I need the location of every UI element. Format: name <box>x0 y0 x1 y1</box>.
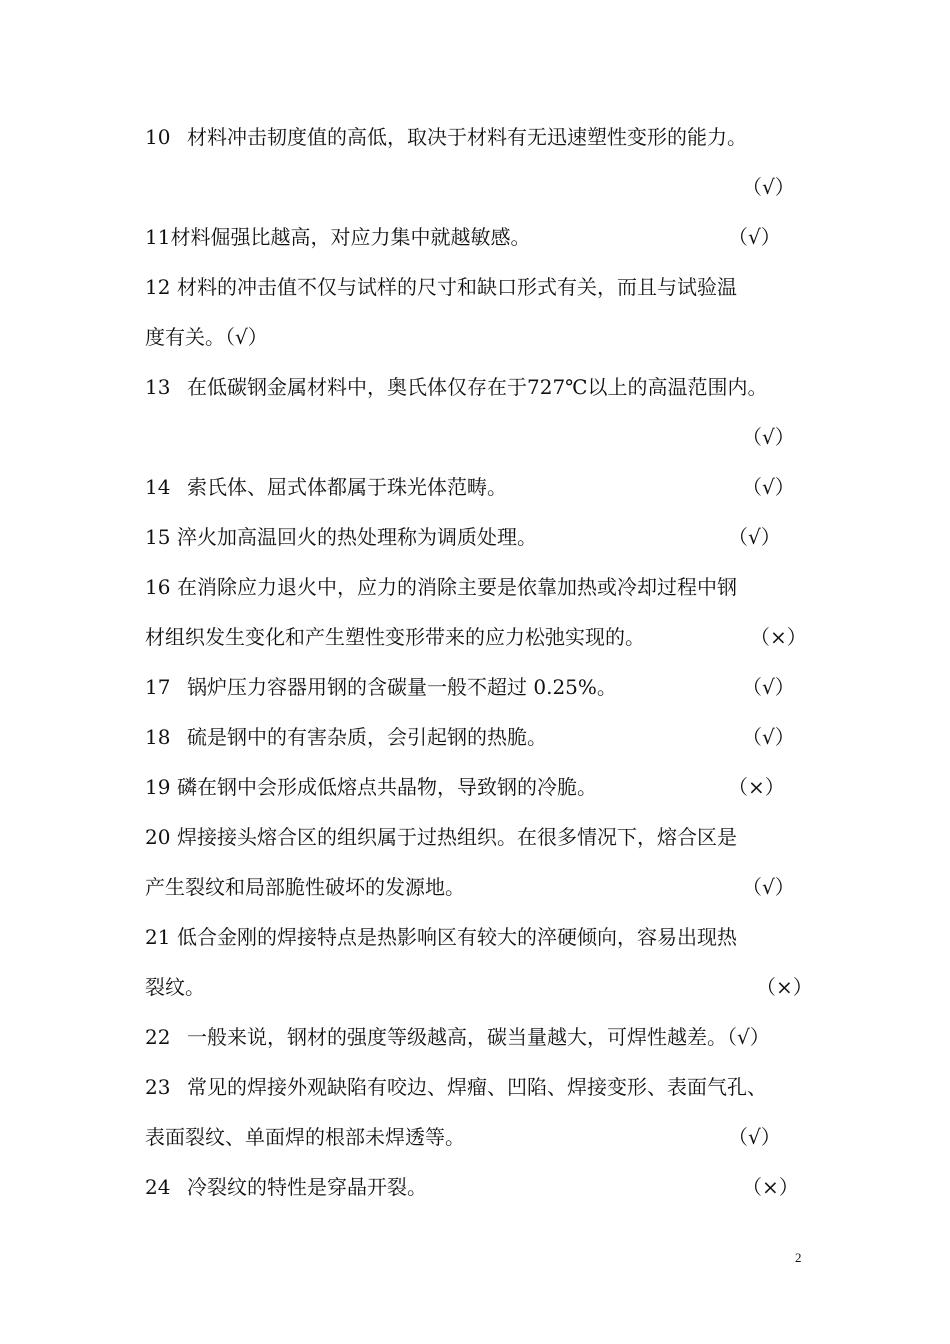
question-number: 12 <box>145 275 171 299</box>
question-line-continued <box>145 974 810 1000</box>
question-line-continued <box>145 624 810 650</box>
question-text: 在消除应力退火中，应力的消除主要是依靠加热或冷却过程中钢 <box>177 575 737 599</box>
question-text: 索氏体、屈式体都属于珠光体范畴。 <box>187 475 507 499</box>
question-text: 冷裂纹的特性是穿晶开裂。 <box>187 1175 427 1199</box>
question-text: 材料冲击韧度值的高低，取决于材料有无迅速塑性变形的能力。 <box>187 125 747 149</box>
question-line <box>145 124 810 150</box>
question-text: 锅炉压力容器用钢的含碳量一般不超过 0.25%。 <box>187 675 617 699</box>
question-text: 焊接接头熔合区的组织属于过热组织。在很多情况下，熔合区是 <box>177 825 737 849</box>
question-line <box>145 774 810 800</box>
question-text: 硫是钢中的有害杂质，会引起钢的热脆。 <box>187 725 547 749</box>
question-number: 20 <box>145 825 171 849</box>
question-number: 19 <box>145 775 171 799</box>
question-number: 18 <box>145 725 171 749</box>
answer-mark: （×） <box>728 775 785 799</box>
question-line <box>145 574 810 600</box>
answer-mark: （√） <box>728 525 781 549</box>
question-text: 材组织发生变化和产生塑性变形带来的应力松弛实现的。 <box>145 625 645 649</box>
answer-mark: （×） <box>750 625 807 649</box>
answer-mark: （√） <box>742 425 795 449</box>
question-number: 13 <box>145 375 171 399</box>
question-number: 11 <box>145 225 171 249</box>
question-line <box>145 524 810 550</box>
answer-mark: （√） <box>728 225 781 249</box>
question-number: 15 <box>145 525 171 549</box>
question-number: 24 <box>145 1175 171 1199</box>
question-text: 常见的焊接外观缺陷有咬边、焊瘤、凹陷、焊接变形、表面气孔、 <box>187 1075 767 1099</box>
question-line <box>145 1024 810 1050</box>
question-line-continued <box>145 874 810 900</box>
question-number: 17 <box>145 675 171 699</box>
question-text: 表面裂纹、单面焊的根部未焊透等。 <box>145 1125 465 1149</box>
question-line <box>145 1174 810 1200</box>
question-line <box>145 724 810 750</box>
question-line <box>145 1074 810 1100</box>
question-number: 14 <box>145 475 171 499</box>
answer-mark: （√） <box>742 675 795 699</box>
question-line <box>145 824 810 850</box>
question-text: 材料的冲击值不仅与试样的尺寸和缺口形式有关，而且与试验温 <box>177 275 737 299</box>
question-line <box>145 474 810 500</box>
question-text: 低合金刚的焊接特点是热影响区有较大的淬硬倾向，容易出现热 <box>177 925 737 949</box>
question-text: 一般来说，钢材的强度等级越高，碳当量越大，可焊性越差。（√） <box>187 1025 770 1049</box>
question-number: 22 <box>145 1025 171 1049</box>
question-text: 裂纹。 <box>145 975 205 999</box>
question-line <box>145 924 810 950</box>
question-number: 23 <box>145 1075 171 1099</box>
answer-mark: （×） <box>742 1175 799 1199</box>
answer-mark: （√） <box>742 875 795 899</box>
answer-mark: （√） <box>742 175 795 199</box>
question-line <box>145 274 810 300</box>
answer-mark: （√） <box>728 1125 781 1149</box>
question-line <box>145 224 810 250</box>
answer-mark: （√） <box>742 475 795 499</box>
question-line <box>145 674 810 700</box>
page-number: 2 <box>795 1250 802 1265</box>
question-text: 产生裂纹和局部脆性破坏的发源地。 <box>145 875 465 899</box>
question-number: 16 <box>145 575 171 599</box>
question-text: 材料倔强比越高，对应力集中就越敏感。 <box>170 225 531 249</box>
question-number: 10 <box>145 125 171 149</box>
question-number: 21 <box>145 925 171 949</box>
question-text: 淬火加高温回火的热处理称为调质处理。 <box>177 525 537 549</box>
question-line-continued <box>145 324 810 350</box>
question-line <box>145 374 810 400</box>
answer-mark: （×） <box>756 975 813 999</box>
question-text: 度有关。（√） <box>145 325 268 349</box>
question-line-continued <box>145 1124 810 1150</box>
answer-mark: （√） <box>742 725 795 749</box>
question-text: 在低碳钢金属材料中，奥氏体仅存在于727℃以上的高温范围内。 <box>187 375 768 399</box>
question-text: 磷在钢中会形成低熔点共晶物，导致钢的冷脆。 <box>177 775 597 799</box>
